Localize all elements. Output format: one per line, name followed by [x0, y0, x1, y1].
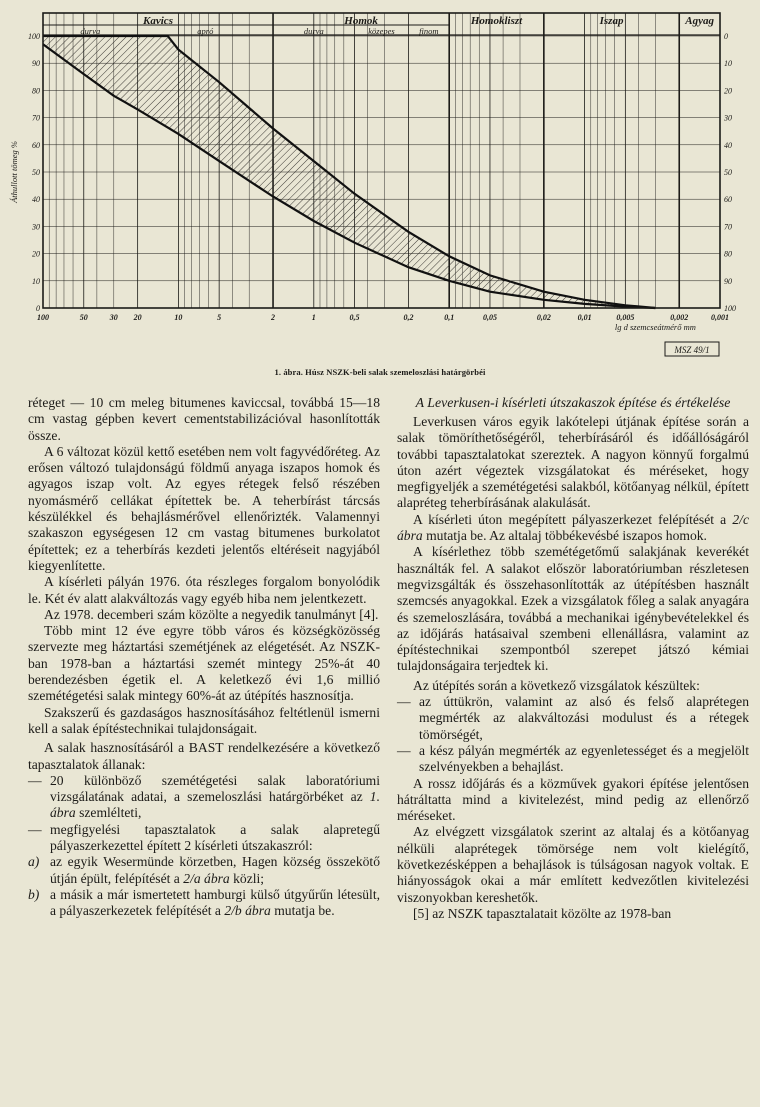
y-left-tick: 10 — [32, 276, 40, 286]
subband-label: durva — [80, 26, 101, 36]
list-marker: — — [28, 821, 42, 837]
paragraph: Az 1978. decemberi szám közölte a negyedik tanulmányt [4]. — [44, 606, 379, 622]
list-text: mutatja be. — [274, 903, 335, 919]
x-tick: 0,001 — [711, 313, 729, 322]
list-item — [28, 887, 380, 920]
paragraph: A kísérleti pályán 1976. óta részleges forgalom bonyolódik le. Két év alatt alakváltozás vagy egyéb hiba nem jelentkezett. — [28, 574, 380, 606]
list-marker: b) — [28, 886, 40, 902]
paragraph: Több mint 12 éve egyre több város és községközösség szervezte meg háztartási szemétjének az elégetését. Az NSZK-ban 1978-ban a háztartási szemét mintegy 25%-át 40 berendezésben égetik el. A keletkező évi 1,6 millió szemétégetési salak mintegy 60%-át az útépítés hasznosítja. — [28, 623, 380, 704]
figure-ref: 2/a ábra — [183, 870, 230, 886]
x-tick: 2 — [271, 313, 276, 322]
y-left-tick: 90 — [32, 59, 40, 69]
list-item — [28, 854, 380, 887]
list-marker: — — [397, 694, 411, 710]
x-tick: 0,002 — [670, 313, 689, 322]
y-left-tick: 20 — [32, 249, 40, 259]
left-column — [28, 395, 380, 920]
y-left-tick: 80 — [32, 86, 40, 96]
list-item — [28, 822, 380, 855]
y-right-tick: 0 — [724, 32, 728, 41]
x-tick: 30 — [109, 313, 118, 322]
y-right-tick: 100 — [724, 304, 736, 313]
paragraph: réteget — 10 cm meleg bitumenes kaviccsal, továbbá 15—18 cm vastag gépben kevert cementstabilizációval hasonlították össze. — [28, 395, 380, 443]
list-marker: a) — [28, 854, 40, 870]
y-right-tick: 90 — [724, 276, 732, 286]
list-text: megfigyelési tapasztalatok a salak alapretegű pályaszerkezettel épített 2 kísérleti útszakaszról: — [50, 821, 380, 854]
paragraph: Az útépítés során a következő vizsgálatok készültek: — [413, 677, 700, 693]
list-item — [28, 773, 380, 822]
list-text: közli; — [233, 870, 265, 886]
y-left-tick: 0 — [36, 304, 40, 313]
grading-chart — [0, 0, 760, 368]
x-tick: 0,01 — [577, 313, 592, 322]
right-column — [397, 395, 749, 922]
paragraph-text: A kísérleti úton megépített pályaszerkezet felépítését a — [413, 511, 727, 527]
y-left-tick: 70 — [32, 113, 40, 123]
paragraph: A salak hasznosításáról a BAST rendelkezésére a következő tapasztalatok állanak: — [28, 740, 380, 772]
subband-label: finom — [419, 26, 439, 36]
list-text: 20 különböző szemétégetési salak laboratóriumi vizsgálatának adatai, a szemeloszlási határgörbéket az — [50, 772, 380, 805]
section-heading: A Leverkusen-i kísérleti útszakaszok építése és értékelése — [415, 395, 731, 410]
y-right-tick: 80 — [724, 249, 732, 259]
standard-stamp — [665, 342, 719, 356]
paragraph: Leverkusen város egyik lakótelepi útjának építése során a salak tömöríthetőségéről, teherbírásáról és időállóságáról további tapasztalatokat szereztek. A nagyon könnyű forgalmú úton azért végeztek vizsgálatokat és méréseket, hogy megfigyeljék a szemétégetési salakból, kötőanyag nélkül, épített alapréteg teherbírásának alakulását. — [397, 414, 749, 511]
x-axis-label: lg d szemcseátmérő mm — [614, 322, 696, 332]
list-text: szemlélteti, — [79, 805, 142, 821]
x-tick: 5 — [217, 313, 222, 322]
x-tick: 0,2 — [403, 313, 414, 322]
list-marker: — — [397, 742, 411, 758]
stamp-label: MSZ 49/1 — [674, 345, 710, 355]
figure-ref: 1. ábra — [50, 789, 380, 821]
y-right-tick: 50 — [724, 168, 732, 177]
y-right-tick: 30 — [724, 113, 732, 123]
y-axis-label: Áthullott tömeg % — [9, 141, 19, 203]
list-text: az úttükrön, valamint az alsó és felső alaprétegen megmérték az alakváltozási modulust és a rétegek tömörségét, — [419, 694, 749, 742]
figure-ref: 2/c ábra — [397, 511, 749, 544]
x-tick: 0,005 — [616, 313, 635, 322]
paragraph: A kísérlethez több szemétégetőmű salakjának keverékét használták fel. A salakot először laboratóriumban részletesen megvizsgálták és összehasonlították az útépítésben használt szemcsés anyagokkal. Ezek a vizsgálatok főleg a salak anyagára és szemeloszlására, továbbá a mechanikai igénybevételekkel és az időjárás hatásaival szembeni ellenállásra, valamint az építéstechnikai szempontból szerepet játszó kémiai tulajdonságaira terjedtek ki. — [397, 544, 749, 674]
list-item — [397, 743, 749, 776]
paragraph: A 6 változat közül kettő esetében nem volt fagyvédőréteg. Az erősen változó tulajdonságú földmű anyaga iszapos homok és agyagos iszap volt. Az egyes rétegek felső részében nyomásmérő cellákat építettek be. A teherbírást tárcsás készülékkel és behajlásmérővel ellenőrizték. Valamennyi szakaszon egységesen 12 cm vastag bitumenes burkolatot építettek; ez a teherbírás kezdeti jelentős eltéréseit nagyjából kiegyenlítette. — [28, 443, 380, 573]
x-tick: 0,1 — [444, 313, 455, 322]
x-tick: 0,05 — [482, 313, 497, 322]
band-label: Homok — [344, 15, 378, 27]
list-marker: — — [28, 772, 42, 788]
y-left-tick: 50 — [32, 168, 40, 177]
band-label: Homokliszt — [470, 15, 523, 27]
paragraph: [5] az NSZK tapasztalatait közölte az 1978-ban — [413, 905, 672, 921]
band-label: Agyag — [685, 15, 714, 27]
y-right-tick: 70 — [724, 222, 732, 232]
y-right-tick: 40 — [724, 140, 732, 150]
y-left-tick: 100 — [28, 32, 40, 41]
list-text: a kész pályán megmérték az egyenletességet és a megjelölt szelvényekben a behajlást. — [419, 742, 749, 775]
subband-label: közepes — [368, 26, 395, 36]
y-right-tick: 60 — [724, 195, 732, 205]
paragraph — [397, 512, 749, 545]
x-tick: 0,02 — [536, 313, 551, 322]
subband-label: durva — [303, 26, 324, 36]
x-tick: 100 — [37, 313, 49, 322]
paragraph-text: mutatja be. Az altalaj többékevésbé iszapos homok. — [426, 528, 707, 544]
paragraph: Az elvégzett vizsgálatok szerint az altalaj és a kötőanyag nélküli alaprétegek tömörsége nem volt kielégítő, következésképpen a behajlások is túlságosan nagyok voltak. E hiányosságok okai a már említett kedvezőtlen kivitelezési viszonyokban kereshetők. — [397, 824, 749, 905]
band-label: Iszap — [599, 15, 624, 27]
band-label: Kavics — [143, 15, 173, 27]
figure-caption: 1. ábra. Húsz NSZK-beli salak szemeloszlási határgörbéi — [274, 367, 486, 377]
x-tick: 0,5 — [349, 313, 360, 322]
y-left-tick: 40 — [32, 195, 40, 205]
x-tick: 20 — [133, 313, 142, 322]
y-right-tick: 10 — [724, 59, 732, 69]
x-tick: 10 — [174, 313, 183, 322]
paragraph: A rossz időjárás és a közművek gyakori építése jelentősen hátráltatta mind a kivitelezést, mind pedig az ellenőrző méréseket. — [397, 775, 749, 824]
subband-label: apró — [197, 26, 214, 36]
y-right-tick: 20 — [724, 86, 732, 96]
y-left-tick: 30 — [32, 222, 40, 232]
list-text: a másik a már ismertetett hamburgi külső útgyűrűn létesült, a pályaszerkezetek felépítését a — [50, 886, 380, 919]
paragraph: Szakszerű és gazdaságos hasznosításához feltétlenül ismerni kell a salak építéstechnikai tulajdonságait. — [28, 704, 380, 736]
y-left-tick: 60 — [32, 140, 40, 150]
list-item — [397, 694, 749, 743]
x-tick: 50 — [79, 313, 88, 322]
figure-ref: 2/b ábra — [224, 903, 271, 919]
list-text: az egyik Wesermünde körzetben, Hagen község összekötő útján épült, felépítését a — [50, 854, 380, 886]
x-tick: 1 — [311, 313, 316, 322]
